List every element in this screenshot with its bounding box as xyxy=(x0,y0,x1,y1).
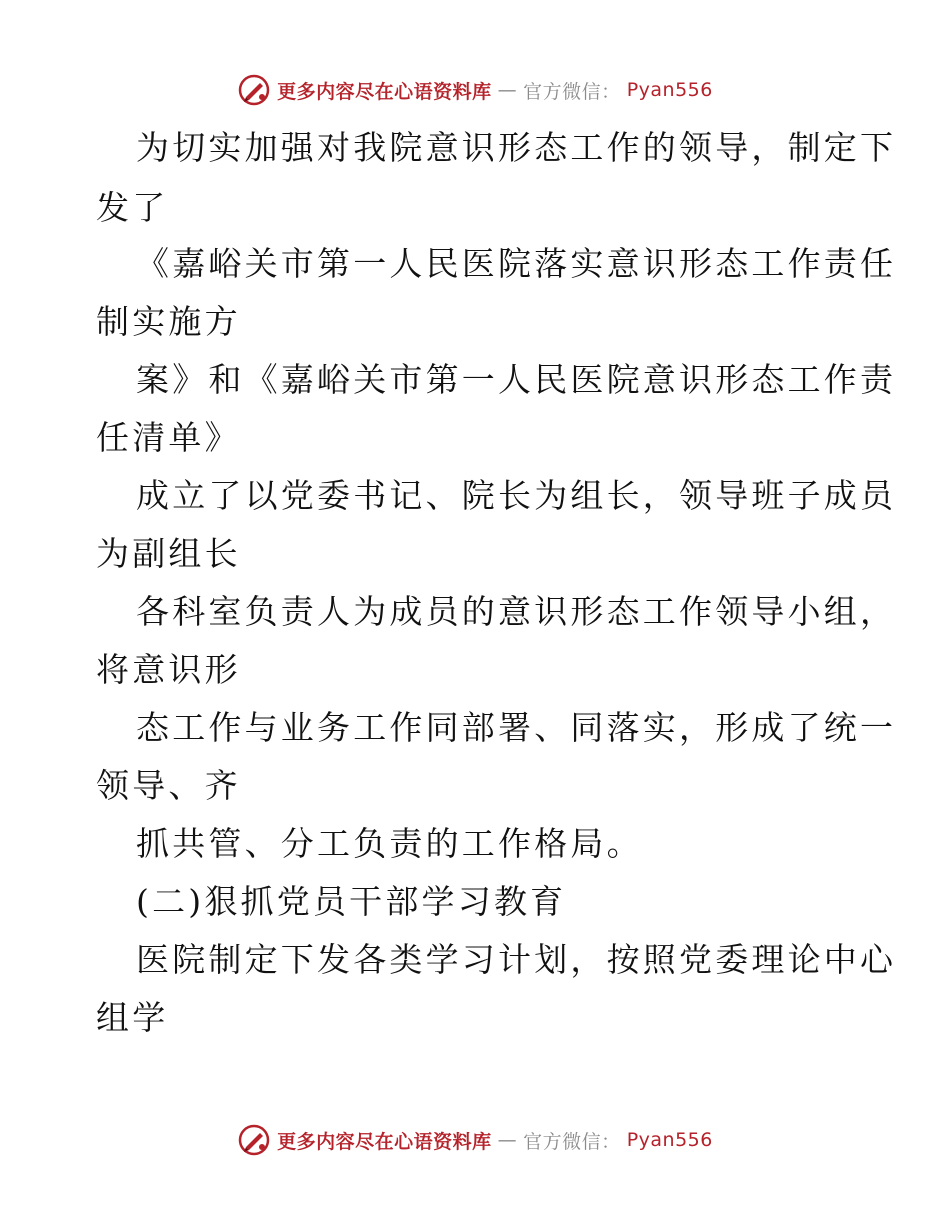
watermark-dash: — xyxy=(497,79,518,101)
watermark-main-text: 更多内容尽在心语资料库 xyxy=(277,80,492,103)
text-line: 领导、齐 xyxy=(96,766,241,805)
text-line: 制实施方 xyxy=(96,302,241,341)
text-line: 为切实加强对我院意识形态工作的领导，制定下 xyxy=(136,128,897,167)
text-line: 态工作与业务工作同部署、同落实，形成了统一 xyxy=(136,708,897,747)
text-line: 医院制定下发各类学习计划，按照党委理论中心 xyxy=(136,940,897,979)
text-line: 将意识形 xyxy=(96,650,241,689)
watermark-label: 官方微信： xyxy=(523,1130,621,1153)
text-line: 各科室负责人为成员的意识形态工作领导小组， xyxy=(136,592,897,631)
text-line: 成立了以党委书记、院长为组长，领导班子成员 xyxy=(136,476,897,515)
watermark-id: Pyan556 xyxy=(626,1129,713,1151)
text-line: 抓共管、分工负责的工作格局。 xyxy=(136,824,643,863)
text-line: 为副组长 xyxy=(96,534,241,573)
pen-logo-icon xyxy=(237,1123,271,1157)
text-line: 发了 xyxy=(96,188,169,227)
section-heading: (二)狠抓党员干部学习教育 xyxy=(136,882,567,921)
watermark-id: Pyan556 xyxy=(626,79,713,101)
watermark-dash: — xyxy=(497,1129,518,1151)
text-line: 组学 xyxy=(96,998,169,1037)
text-line: 《嘉峪关市第一人民医院落实意识形态工作责任 xyxy=(136,244,897,283)
watermark-label: 官方微信： xyxy=(523,80,621,103)
text-line: 任清单》 xyxy=(96,418,241,457)
pen-logo-icon xyxy=(237,73,271,107)
watermark-main-text: 更多内容尽在心语资料库 xyxy=(277,1130,492,1153)
watermark-header xyxy=(0,68,950,112)
text-line: 案》和《嘉峪关市第一人民医院意识形态工作责 xyxy=(136,360,897,399)
watermark-footer xyxy=(0,1118,950,1162)
